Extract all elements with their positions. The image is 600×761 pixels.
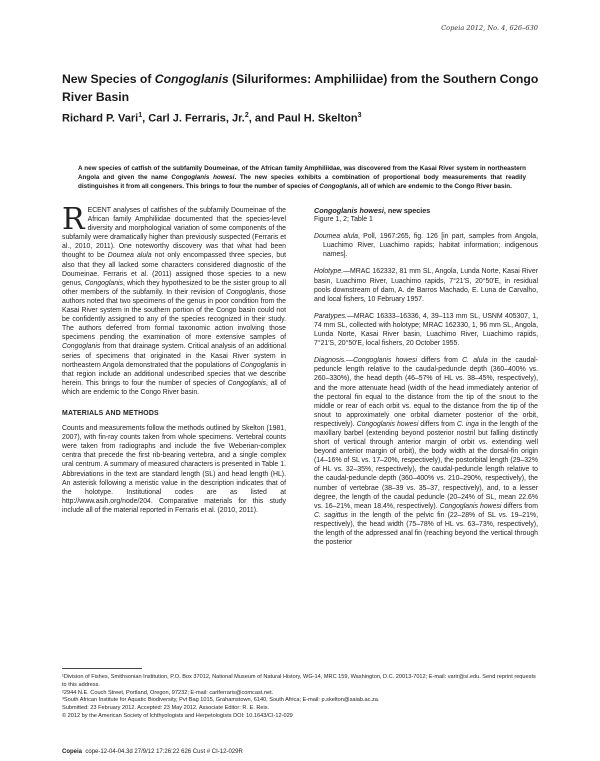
paratypes-paragraph: [314, 312, 538, 348]
holotype-label: Holotype.: [314, 268, 344, 276]
paratypes-label: Paratypes.: [314, 312, 347, 320]
footnote-affiliation-3: ³South African Institute for Aquatic Biodiversity, Pvt Bag 1015, Grahamstown, 6140, South Africa; E-mail: p.skelton@saiab.ac.za.: [62, 697, 380, 704]
diagnosis-taxon: Congoglanis howesi: [356, 420, 419, 428]
footnote-affiliation-1: ¹Division of Fishes, Smithsonian Institution, P.O. Box 37012, National Museum of Natural History, WG-14, MRC 159, Washington, D.C. 20013-7012; E-mail: varir@si.edu. Send reprint requests to this address.: [62, 674, 536, 688]
author-list: [62, 112, 361, 125]
intro-lead: ECENT: [87, 207, 111, 214]
abstract-genus-name: Congoglanis: [319, 183, 358, 190]
methods-heading: MATERIALS AND METHODS: [62, 409, 159, 417]
intro-taxon: Congoglanis: [227, 379, 266, 387]
intro-text: in that region include an additional undescribed species that we describe herein. This brings to four the number of species of: [62, 361, 287, 387]
production-info: cope-12-04-04.3d 27/9/12 17:26:22 626 Cust # CI-12-029R: [85, 749, 243, 755]
intro-text: not only encompassed three species, but also that they all lacked some characters considered diagnostic of the Doumeinae. Ferraris et al. (2011) assigned those species to a new genus,: [62, 252, 286, 287]
author-ferraris: , Carl J. Ferraris, Jr.: [142, 112, 245, 125]
synonymy-entry: [314, 232, 538, 259]
intro-text: , which they hypothesized to be the sister group to all other members of the subfamily. In their revision of: [62, 279, 286, 296]
production-line: [62, 749, 243, 755]
holotype-text: —MRAC 162332, 81 mm SL, Angola, Lunda Norte, Kasai River basin, Luachimo River, Luachimo rapids, 7°21′S, 20°50′E, in residual pools downstream of dam, A. de Barros Machado, E. Luna de Carvalho, and local fishers, 10 February 1957.: [314, 268, 538, 303]
introduction: [62, 202, 287, 397]
abstract-text: . The new species exhibits a combination of proportional body measurements that readily distinguishes it from all congeners. This brings to four the number of species of: [78, 174, 526, 190]
affiliation-mark-3: 3: [357, 112, 362, 119]
footnote-submission: Submitted: 23 February 2012. Accepted: 23 May 2012. Associate Editor: R. E. Reis.: [62, 705, 270, 712]
diagnosis-taxon: Congoglanis howesi: [353, 357, 418, 365]
article-title: [62, 70, 542, 106]
intro-text: , those authors noted that two specimens of the genus in poor condition from the Kasai River system in the southern portion of the Congo basin could not be confidently assigned to any of the species recognized in their study. The authors deferred from formal taxonomic action involving those specimens pending the examination of more extensive samples of: [62, 288, 286, 342]
diagnosis-text: differs from: [417, 357, 463, 365]
drop-cap: R: [62, 202, 85, 237]
left-column: [62, 202, 287, 523]
intro-taxon: Congoglanis: [226, 288, 265, 296]
species-suffix: , new species: [383, 206, 431, 215]
diagnosis-taxon: C. alula: [462, 357, 488, 365]
title-pre: New Species of: [62, 72, 155, 86]
diagnosis-text: differs from: [501, 502, 539, 510]
diagnosis-text: in the length of the maxillary barbel (extending beyond posterior nostril but falling distinctly short of vertical through anterior margin of orbit vs. extending well beyond anterior margin of orbit), the body width at the dorsal-fin origin (14–16% of SL vs. 17–20%, respectively), the postorbital length (29–32% of HL vs. 32–35%, respectively), the caudal-peduncle length relative to the caudal-peduncle depth (360–400% vs. 210–290%, respectively), the number of vertebrae (38–39 vs. 35–37, respectively), and, to a lesser degree, the length of the caudal peduncle (20–24% of SL, mean 22.6% vs. 16–21%, mean 18.4%, respectively).: [314, 420, 538, 510]
diagnosis-taxon: Congoglanis howesi: [439, 502, 502, 510]
holotype-paragraph: [314, 267, 538, 303]
synonymy-text: , Poll, 1967:265, fig. 126 [in part, samples from Angola, Luachimo River, Luachimo rapids; habitat information; indigenous names].: [323, 233, 538, 259]
diagnosis-taxon: C. sagittus: [314, 511, 348, 519]
intro-text: from that drainage system. Critical analysis of an additional series of specimens that originated in the Kasai River system in northeastern Angola demonstrated that the populations of: [62, 343, 286, 369]
species-name: Congoglanis howesi: [314, 206, 384, 215]
author-vari: Richard P. Vari: [62, 112, 139, 125]
right-column: [314, 206, 538, 555]
author-skelton: , and Paul H. Skelton: [248, 112, 358, 125]
species-heading: [314, 206, 538, 215]
affiliation-mark-2: 2: [244, 112, 249, 119]
diagnosis-paragraph: [314, 356, 538, 547]
footnote-divider: [62, 668, 142, 669]
title-post: (Siluriformes: Amphiliidae) from the Southern Congo River Basin: [62, 72, 539, 104]
figure-table-refs: Figure 1, 2; Table 1: [314, 216, 373, 224]
abstract-text: , all of which are endemic to the Congo River basin.: [357, 183, 512, 190]
affiliation-mark-1: 1: [138, 112, 143, 119]
diagnosis-text: —: [346, 357, 354, 365]
abstract-species-name: Congoglanis howesi: [171, 174, 235, 181]
footnotes: [62, 674, 540, 721]
synonym-name: Doumea alula: [314, 233, 358, 241]
footnote-copyright: © 2012 by the American Society of Ichthyologists and Herpetologists DOI: 10.1643/CI-12-029: [62, 712, 293, 719]
intro-taxon: Congoglanis: [84, 279, 124, 287]
intro-taxon: Congoglanis: [240, 361, 279, 369]
methods-text: Counts and measurements follow the methods outlined by Skelton (1981, 2007), with fin-ray counts taken from whole specimens. Vertebral counts were taken from radiographs and include the five Weberian-complex centra that precede the first rib-bearing vertebra, and a single complex ural centrum. A summary of measured characters is presented in Table 1. Abbreviations in the text are standard length (SL) and head length (HL). An asterisk following a meristic value in the description indicates that of the holotype. Institutional codes are as listed at http://www.asih.org/node/204. Comparative materials for this study include all of the material reported in Ferraris et al. (2010, 2011).: [62, 425, 286, 514]
diagnosis-taxon: C. inga: [456, 420, 479, 428]
journal-reference: Copeia 2012, No. 4, 626–630: [441, 24, 538, 32]
intro-taxon: Doumea alula: [107, 252, 152, 260]
diagnosis-text: in the length of the pelvic fin (22–28% of SL vs. 19–21%, respectively), the head width (75–78% of HL vs. 63–73%, respectively), the length of the adpressed anal fin (reaching beyond the vertical through the posterior: [314, 511, 539, 547]
intro-text: , all of which are endemic to the Congo River basin.: [62, 379, 287, 396]
footnote-affiliation-2: ²2944 N.E. Couch Street, Portland, Oregon, 97232; E-mail: carlferraris@comcast.net.: [62, 689, 274, 696]
abstract-text: A new species of catfish of the subfamily Doumeinae, of the African family Amphiliidae, was discovered from the Kasai River system in northeastern Angola and given the name: [78, 165, 526, 181]
diagnosis-label: Diagnosis.: [314, 357, 347, 365]
production-journal: Copeia: [62, 749, 83, 755]
abstract: [78, 164, 526, 191]
paratypes-text: —MRAC 16333–16336, 4, 39–113 mm SL, USNM 405307, 1, 74 mm SL, collected with holotype; MRAC 162330, 1, 96 mm SL, Angola, Lunda Norte, Kasai River basin, Luachimo River, Luachimo rapids, 7°21′S, 20°50′E, local fishers, 20 October 1955.: [314, 312, 538, 348]
diagnosis-text: in the caudal-peduncle length relative to the caudal-peduncle depth (360–400% vs. 260–330%), the head depth (46–57% of HL vs. 38–45%, respectively), and the more attenuate head (width of the head immediately anterior of the pectoral fin equal to the distance from the tip of the snout to the middle or rear of each orbit vs. equal to the distance from the tip of the snout to approximately one orbital diameter posterior of the orbit, respectively).: [314, 357, 538, 428]
intro-text: analyses of catfishes of the subfamily Doumeinae of the African family Amphiliidae documented that the species-level diversity and morphological variation of some components of the subfamily were dramatically higher than previously suspected (Ferraris et al., 2010, 2011). One noteworthy discovery was that what had been thought to be: [62, 207, 286, 260]
diagnosis-text: differs from: [418, 420, 457, 428]
intro-taxon: Congoglanis: [62, 343, 101, 351]
title-genus: Congoglanis: [154, 72, 229, 86]
